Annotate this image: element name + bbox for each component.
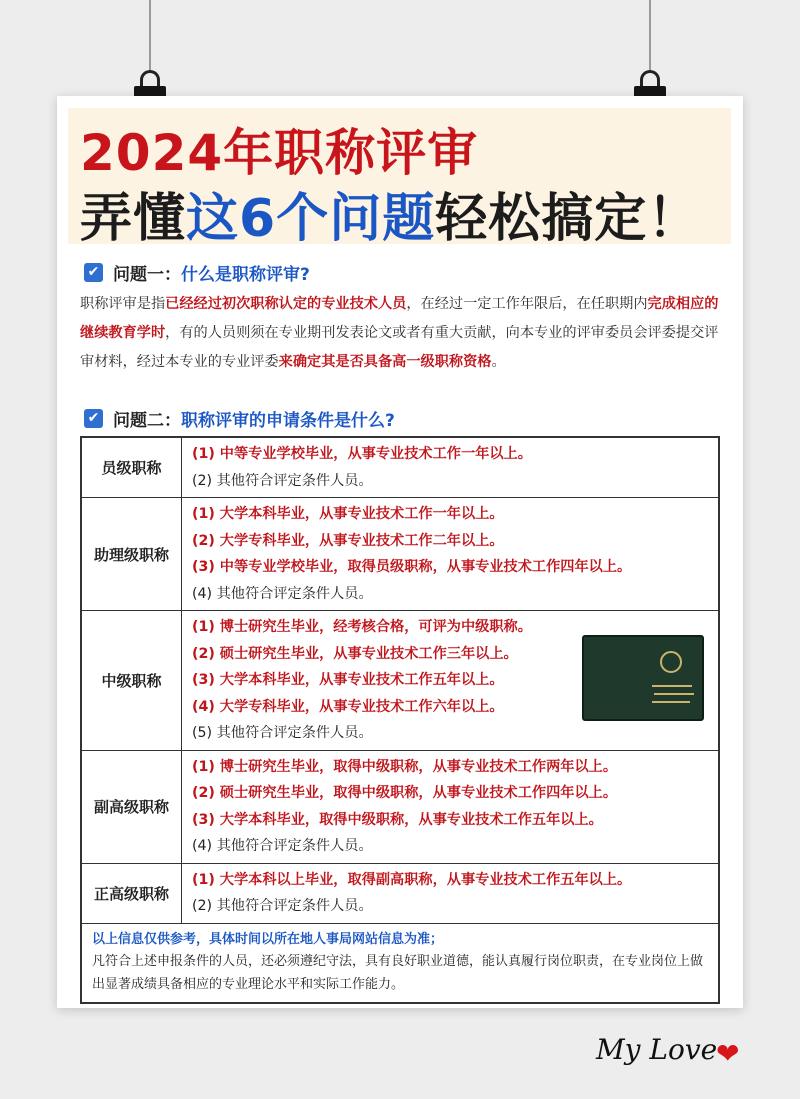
row-label: 助理级职称 [82, 498, 182, 610]
row-conditions [182, 611, 718, 750]
row-label: 中级职称 [82, 611, 182, 750]
condition-item: (2) 硕士研究生毕业，从事专业技术工作三年以上。 [192, 645, 518, 662]
condition-item: (1) 大学本科以上毕业，取得副高职称，从事专业技术工作五年以上。 [192, 871, 632, 888]
highlight-text: 完成相应的继续教育学时 [80, 296, 719, 341]
body-text: ，有的人员则须在专业期刊发表论文或者有重大贡献，向本专业的评审委员会评委提交评审材料，经过本专业的专业评委 [80, 325, 719, 370]
question-1-heading: ✔ 问题一： 什么是职称评审? [84, 258, 310, 286]
signature: My Love [596, 1033, 718, 1066]
highlight-text: 已经经过初次职称认定的专业技术人员 [165, 296, 407, 312]
condition-item: (5) 其他符合评定条件人员。 [192, 725, 373, 741]
body-text: 。 [491, 354, 506, 370]
table-row [82, 497, 718, 610]
additional-requirements-text: 凡符合上述申报条件的人员，还必须遵纪守法，具有良好职业道德，能认真履行岗位职责，在专业岗位上做出显著成绩具备相应的专业理论水平和实际工作能力。 [92, 953, 704, 992]
row-conditions [182, 864, 718, 923]
certificate-image [582, 635, 704, 721]
condition-item: (4) 其他符合评定条件人员。 [192, 585, 373, 602]
condition-item: (2) 硕士研究生毕业，取得中级职称，从事专业技术工作四年以上。 [192, 785, 618, 801]
checkbox-icon: ✔ [84, 263, 103, 282]
row-label: 副高级职称 [82, 751, 182, 863]
table-row [82, 438, 718, 497]
row-label: 正高级职称 [82, 864, 182, 923]
table-note [82, 923, 718, 1002]
condition-item: (1) 博士研究生毕业，取得中级职称，从事专业技术工作两年以上。 [192, 758, 618, 775]
checkbox-icon: ✔ [84, 409, 103, 428]
table-row [82, 750, 718, 863]
condition-item: (1) 大学本科毕业，从事专业技术工作一年以上。 [192, 506, 504, 522]
title-highlight: 这6个问题 [186, 189, 436, 249]
row-label: 员级职称 [82, 438, 182, 497]
row-conditions [182, 498, 718, 610]
condition-item: (4) 大学专科毕业，从事专业技术工作六年以上。 [192, 698, 504, 715]
condition-item: (3) 大学本科毕业，从事专业技术工作五年以上。 [192, 672, 504, 688]
row-conditions [182, 751, 718, 863]
heart-icon: ❤ [716, 1037, 740, 1070]
row-conditions [182, 438, 718, 497]
hanging-wire-left [149, 0, 151, 72]
title-line-2: 弄懂这6个问题轻松搞定！ [80, 189, 701, 249]
condition-item: (3) 中等专业学校毕业，取得员级职称，从事专业技术工作四年以上。 [192, 559, 632, 575]
body-text: ，在经过一定工作年限后，在任职期内 [406, 296, 648, 312]
question-2-heading: ✔ 问题二： 职称评审的申请条件是什么? [84, 404, 395, 432]
body-text: 职称评审是指 [80, 296, 166, 312]
title-line-1: 2024年职称评审 [80, 124, 479, 182]
table-row [82, 610, 718, 750]
table-row [82, 863, 718, 923]
condition-item: (1) 中等专业学校毕业，从事专业技术工作一年以上。 [192, 446, 532, 462]
highlight-text: 来确定其是否具备高一级职称资格 [278, 354, 492, 370]
condition-item: (4) 其他符合评定条件人员。 [192, 838, 373, 854]
condition-item: (3) 大学本科毕业，取得中级职称，从事专业技术工作五年以上。 [192, 811, 603, 828]
condition-item: (2) 大学专科毕业，从事专业技术工作二年以上。 [192, 532, 504, 549]
condition-item: (2) 其他符合评定条件人员。 [192, 898, 373, 914]
condition-item: (2) 其他符合评定条件人员。 [192, 472, 373, 489]
conditions-table [80, 436, 720, 1004]
condition-item: (1) 博士研究生毕业，经考核合格，可评为中级职称。 [192, 619, 532, 635]
question-1-answer [80, 290, 730, 377]
hanging-wire-right [649, 0, 651, 72]
disclaimer-text: 以上信息仅供参考，具体时间以所在地人事局网站信息为准； [92, 931, 444, 947]
